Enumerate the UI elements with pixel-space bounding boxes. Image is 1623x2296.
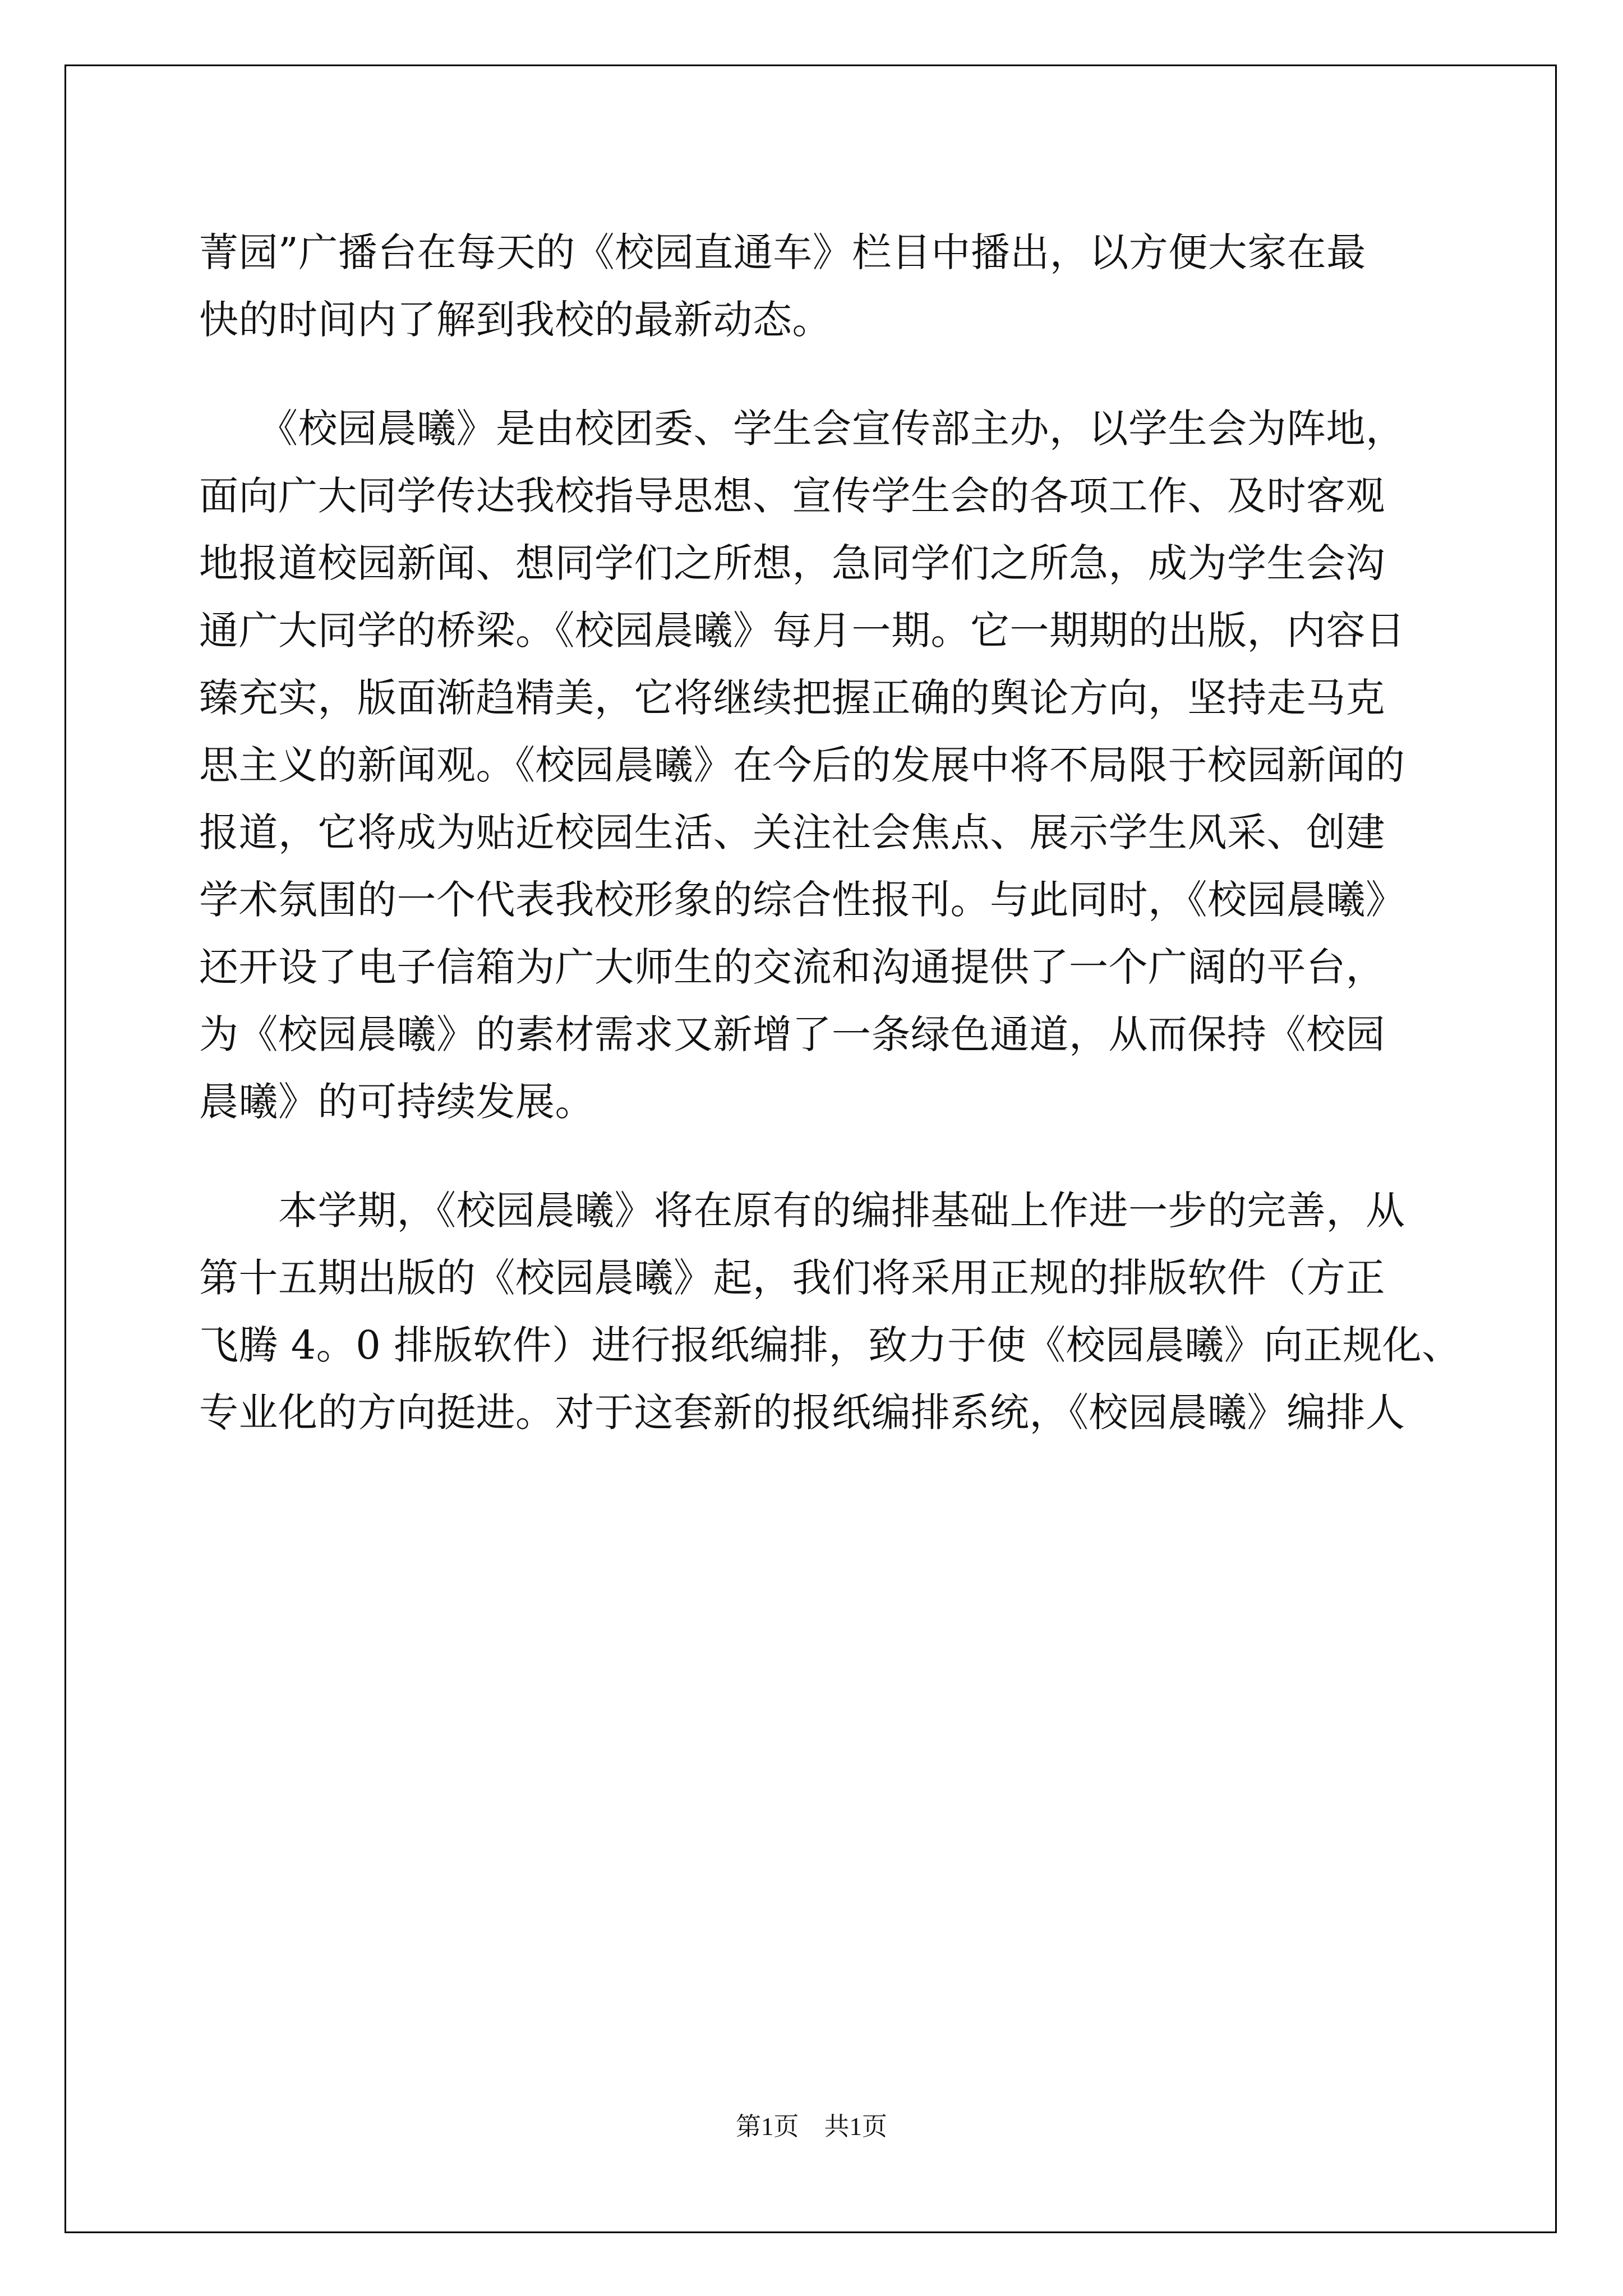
- text-line: 臻充实，版面渐趋精美，它将继续把握正确的舆论方向，坚持走马克: [199, 675, 1385, 721]
- text-line: 晨曦》的可持续发展。: [199, 1079, 594, 1125]
- text-line: 为《校园晨曦》的素材需求又新增了一条绿色通道，从而保持《校园: [199, 1011, 1385, 1057]
- text-line: 本学期，《校园晨曦》将在原有的编排基础上作进一步的完善，从: [199, 1188, 1405, 1234]
- paragraph: [199, 219, 1422, 353]
- text-line: 快的时间内了解到我校的最新动态。: [199, 297, 832, 343]
- text-line: 菁园”广播台在每天的《校园直通车》栏目中播出，以方便大家在最: [199, 229, 1366, 275]
- document-body: [199, 219, 1461, 1446]
- text-line: 报道，它将成为贴近校园生活、关注社会焦点、展示学生风采、创建: [199, 809, 1385, 855]
- text-line: 飞腾 4。0 排版软件）进行报纸编排，致力于使《校园晨曦》向正规化、: [199, 1322, 1461, 1368]
- text-line: 学术氛围的一个代表我校形象的综合性报刊。与此同时，《校园晨曦》: [199, 877, 1405, 923]
- text-line: 还开设了电子信箱为广大师生的交流和沟通提供了一个广阔的平台，: [199, 944, 1385, 990]
- paragraph: [199, 1177, 1461, 1446]
- text-line: 通广大同学的桥梁。《校园晨曦》每月一期。它一期期的出版，内容日: [199, 608, 1405, 654]
- text-line: 地报道校园新闻、想同学们之所想，急同学们之所急，成为学生会沟: [199, 540, 1385, 586]
- text-line: 第十五期出版的《校园晨曦》起，我们将采用正规的排版软件（方正: [199, 1255, 1385, 1301]
- paragraph: [199, 395, 1422, 1135]
- text-line: 思主义的新闻观。《校园晨曦》在今后的发展中将不局限于校园新闻的: [199, 742, 1405, 788]
- text-line: 专业化的方向挺进。对于这套新的报纸编排系统，《校园晨曦》编排人: [199, 1389, 1405, 1435]
- text-line: 《校园晨曦》是由校团委、学生会宣传部主办，以学生会为阵地，: [199, 406, 1405, 452]
- page-footer: 第1页 共1页: [735, 2113, 887, 2141]
- text-line: 面向广大同学传达我校指导思想、宣传学生会的各项工作、及时客观: [199, 473, 1385, 519]
